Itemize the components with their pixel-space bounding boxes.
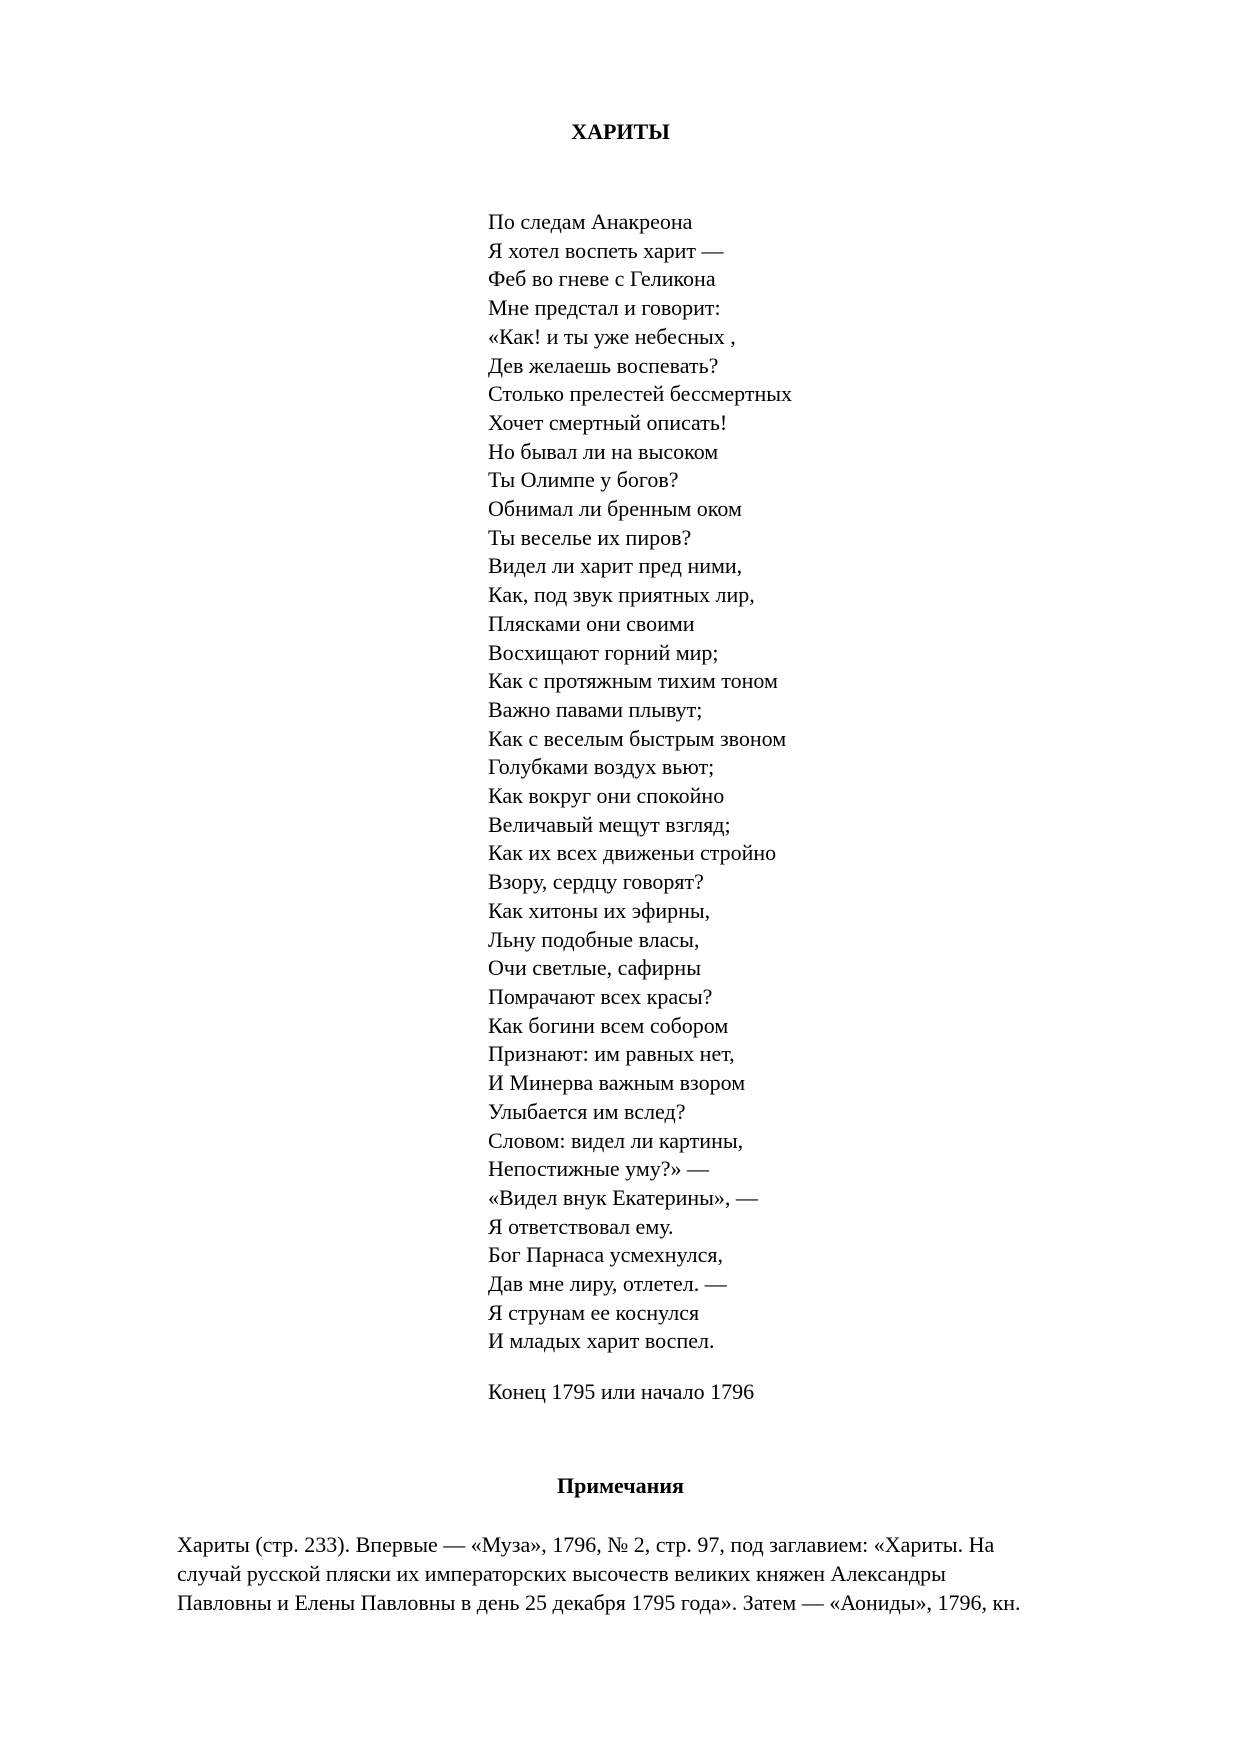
poem-line: Как с протяжным тихим тоном <box>488 668 778 694</box>
poem-body <box>488 208 792 1356</box>
poem-line: Как богини всем собором <box>488 1012 729 1038</box>
poem-line: По следам Анакреона <box>488 209 693 234</box>
poem-line: Голубками воздух вьют; <box>488 754 715 780</box>
poem-line: «Видел внук Екатерины», — <box>488 1184 758 1210</box>
poem-line: Как хитоны их эфирны, <box>488 897 711 923</box>
poem-line: Важно павами плывут; <box>488 696 703 722</box>
poem-line: Столько прелестей бессмертных <box>488 381 793 407</box>
poem-line: Взору, сердцу говорят? <box>488 869 704 895</box>
poem-title: ХАРИТЫ <box>571 119 670 144</box>
notes-line: Павловны и Елены Павловны в день 25 декабря 1795 года». Затем — «Аониды», 1796, кн. <box>177 1590 1021 1615</box>
poem-line: «Как! и ты уже небесных , <box>488 323 736 349</box>
poem-line: Я струнам ее коснулся <box>488 1299 700 1325</box>
poem-line: Ты веселье их пиров? <box>488 524 692 550</box>
poem-line: Дав мне лиру, отлетел. — <box>488 1271 727 1297</box>
poem-line: Мне предстал и говорит: <box>488 295 721 321</box>
poem-line: Улыбается им вслед? <box>488 1098 686 1124</box>
poem-line: Непостижные уму?» — <box>488 1156 710 1182</box>
poem-line: Дев желаешь воспевать? <box>488 352 719 378</box>
poem-line: Очи светлые, сафирны <box>488 955 701 981</box>
poem-line: Как с веселым быстрым звоном <box>488 725 787 751</box>
poem-line: Хочет смертный описать! <box>488 409 728 435</box>
poem-line: Словом: видел ли картины, <box>488 1127 744 1153</box>
poem-line: Я хотел воспеть харит — <box>488 237 724 263</box>
poem-line: Как, под звук приятных лир, <box>488 582 755 608</box>
notes-body <box>177 1530 1020 1617</box>
notes-line: случай русской пляски их императорских высочеств великих княжен Александры <box>177 1561 946 1586</box>
poem-line: И младых харит воспел. <box>488 1328 715 1354</box>
poem-line: Как их всех движеньи стройно <box>488 840 777 866</box>
poem-line: Льну подобные власы, <box>488 926 700 952</box>
poem-line: Как вокруг они спокойно <box>488 783 725 809</box>
poem-line: Обнимал ли бренным оком <box>488 496 742 522</box>
poem-line: Видел ли харит пред ними, <box>488 553 743 579</box>
poem-line: Бог Парнаса усмехнулся, <box>488 1242 723 1268</box>
poem-line: Восхищают горний мир; <box>488 639 719 665</box>
poem-line: Признают: им равных нет, <box>488 1041 735 1067</box>
poem-line: И Минерва важным взором <box>488 1070 746 1096</box>
poem-line: Я ответствовал ему. <box>488 1213 674 1239</box>
poem-line: Плясками они своими <box>488 610 695 636</box>
poem-line: Но бывал ли на высоком <box>488 438 719 464</box>
poem-date: Конец 1795 или начало 1796 <box>488 1379 755 1404</box>
notes-line: Хариты (стр. 233). Впервые — «Муза», 1796, № 2, стр. 97, под заглавием: «Хариты. На <box>177 1532 995 1557</box>
poem-line: Ты Олимпе у богов? <box>488 467 679 493</box>
notes-heading: Примечания <box>557 1473 684 1498</box>
poem-line: Величавый мещут взгляд; <box>488 811 731 837</box>
poem-line: Феб во гневе с Геликона <box>488 266 716 292</box>
poem-line: Помрачают всех красы? <box>488 983 713 1009</box>
